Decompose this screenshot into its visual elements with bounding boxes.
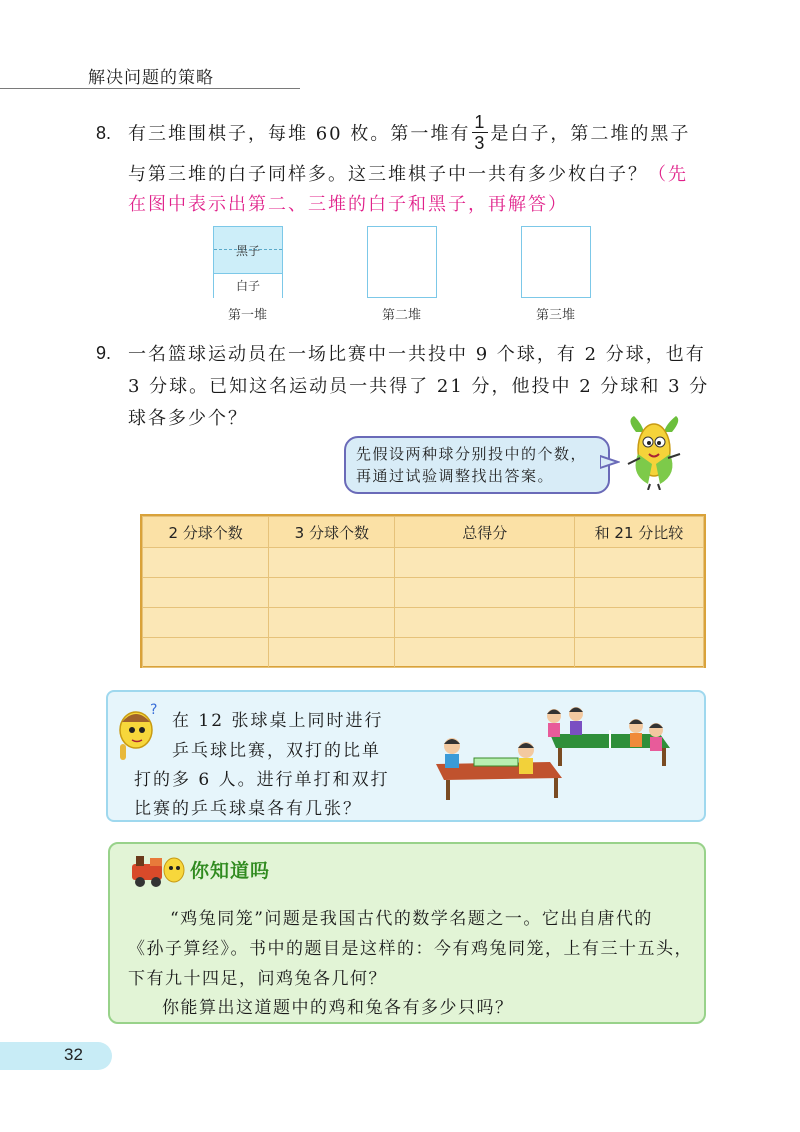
pile-2-caption: 第二堆	[382, 308, 422, 323]
problem-9-number: 9.	[96, 343, 112, 363]
problem-8-line-1	[128, 112, 690, 153]
did-you-know-line-4: 你能算出这道题中的鸡和兔各有多少只吗？	[162, 998, 514, 1018]
problem-8-text-a: 有三堆围棋子，每堆 60 枚。第一堆有	[128, 123, 471, 145]
corn-mascot-icon	[622, 414, 686, 490]
table-cell[interactable]	[269, 548, 395, 578]
table-header-total: 总得分	[395, 517, 575, 548]
table-cell[interactable]	[143, 638, 269, 668]
pingpong-line-2: 乒乓球比赛，双打的比单	[172, 741, 381, 761]
train-mascot-icon	[128, 848, 188, 888]
svg-text:?: ?	[150, 702, 158, 718]
problem-9-line-2: 3 分球。已知这名运动员一共得了 21 分，他投中 2 分球和 3 分	[128, 376, 710, 397]
table-cell[interactable]	[269, 638, 395, 668]
page-number-tab	[0, 1042, 112, 1070]
did-you-know-line-2: 《孙子算经》。书中的题目是这样的：今有鸡兔同笼，上有三十五头，	[128, 939, 693, 959]
table-cell[interactable]	[395, 638, 575, 668]
pingpong-line-1: 在 12 张球桌上同时进行	[172, 711, 384, 731]
thinking-mascot-icon	[114, 700, 166, 762]
hint-line-2: 再通过试验调整找出答案。	[356, 467, 555, 485]
problem-8-text-b: 是白子，第二堆的黑子	[490, 123, 691, 145]
pile-3-box	[521, 226, 591, 298]
problem-9-line-1: 一名篮球运动员在一场比赛中一共投中 9 个球，有 2 分球，也有	[128, 344, 706, 365]
table-cell[interactable]	[395, 578, 575, 608]
did-you-know-line-1: “鸡兔同笼”问题是我国古代的数学名题之一。它出自唐代的	[170, 909, 653, 929]
problem-8-line-2	[128, 160, 688, 186]
bubble-tail-icon	[600, 454, 620, 470]
table-cell[interactable]	[143, 578, 269, 608]
table-cell[interactable]	[574, 548, 703, 578]
pile-1-caption: 第一堆	[228, 308, 268, 323]
pile-3-caption: 第三堆	[536, 308, 576, 323]
table-header-compare: 和 21 分比较	[574, 517, 703, 548]
trial-table	[140, 514, 706, 668]
table-cell[interactable]	[574, 608, 703, 638]
trial-table-grid	[142, 516, 704, 668]
problem-8-number: 8.	[96, 123, 112, 143]
table-cell[interactable]	[574, 578, 703, 608]
problem-9-line-3: 球各多少个？	[128, 408, 248, 429]
table-header-row	[143, 517, 704, 548]
table-cell[interactable]	[269, 608, 395, 638]
section-title: 解决问题的策略	[88, 68, 214, 88]
fraction-one-third	[472, 112, 488, 153]
fraction-denominator: 3	[474, 133, 487, 153]
table-cell[interactable]	[269, 578, 395, 608]
problem-8-instruction: 在图中表示出第二、三堆的白子和黑子，再解答）	[128, 194, 568, 215]
pile-1-box	[213, 226, 283, 298]
pile-2-box	[367, 226, 437, 298]
hint-text	[356, 443, 587, 487]
table-row	[143, 638, 704, 668]
problem-8-text-2: 与第三堆的白子同样多。这三堆棋子中一共有多少枚白子？	[128, 164, 648, 185]
table-row	[143, 548, 704, 578]
hint-line-1: 先假设两种球分别投中的个数，	[356, 445, 588, 463]
pile-1-white-label: 白子	[235, 279, 260, 293]
table-row	[143, 578, 704, 608]
table-header-three-point: 3 分球个数	[269, 517, 395, 548]
table-cell[interactable]	[143, 548, 269, 578]
did-you-know-title: 你知道吗	[190, 860, 271, 882]
header-divider	[0, 88, 300, 89]
table-cell[interactable]	[143, 608, 269, 638]
table-cell[interactable]	[574, 638, 703, 668]
pingpong-line-3: 打的多 6 人。进行单打和双打	[134, 770, 390, 790]
table-header-two-point: 2 分球个数	[143, 517, 269, 548]
pingpong-illustration	[430, 700, 680, 808]
pingpong-line-4: 比赛的乒乓球桌各有几张？	[134, 799, 362, 819]
table-row	[143, 608, 704, 638]
page-number: 32	[64, 1045, 83, 1064]
pile-1-black-label: 黑子	[235, 244, 260, 258]
did-you-know-line-3: 下有九十四足，问鸡兔各几何？	[128, 969, 387, 989]
table-cell[interactable]	[395, 548, 575, 578]
table-cell[interactable]	[395, 608, 575, 638]
fraction-numerator: 1	[474, 112, 487, 132]
problem-8-instruction-start: （先	[648, 164, 688, 185]
